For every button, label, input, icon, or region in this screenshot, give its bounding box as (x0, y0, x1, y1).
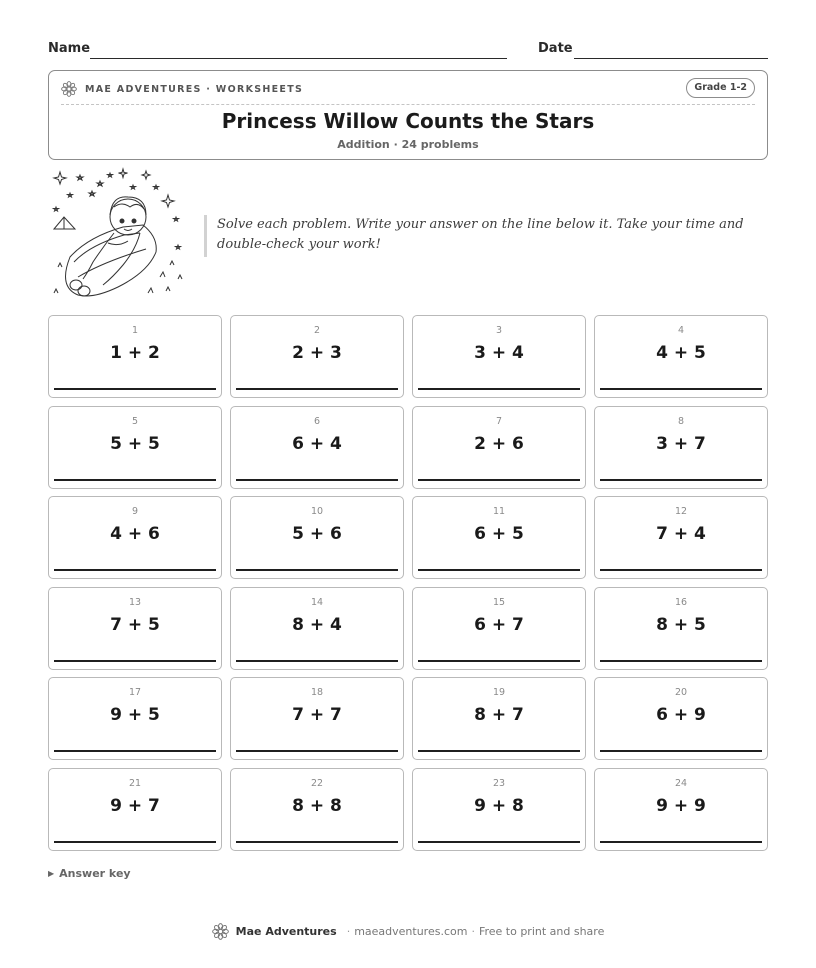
answer-line[interactable] (54, 479, 216, 481)
problem-number: 6 (313, 415, 321, 427)
problem-expression: 6 + 9 (656, 705, 706, 726)
problem-expression: 8 + 4 (292, 614, 342, 635)
problem-number: 18 (310, 687, 324, 699)
worksheet-header (48, 70, 768, 160)
answer-line[interactable] (54, 569, 216, 571)
problem-card (594, 496, 768, 579)
answer-line[interactable] (236, 660, 398, 662)
problem-expression: 9 + 9 (656, 796, 706, 816)
flower-icon (61, 81, 77, 97)
problem-card (230, 587, 404, 670)
problem-expression: 8 + 7 (474, 705, 524, 726)
problem-expression: 7 + 5 (110, 614, 160, 635)
problem-expression: 6 + 7 (474, 614, 524, 635)
problem-card (412, 587, 586, 670)
problem-number: 14 (310, 596, 324, 608)
problem-card (412, 496, 586, 579)
problem-expression: 5 + 6 (292, 524, 342, 545)
problem-card (48, 315, 222, 398)
problem-expression: 8 + 8 (292, 796, 342, 816)
problem-number: 17 (128, 687, 142, 699)
name-field[interactable] (90, 58, 507, 59)
date-label: Date (538, 41, 573, 56)
problem-number: 8 (677, 415, 685, 427)
problem-card (412, 406, 586, 489)
brand-text: MAE ADVENTURES · WORKSHEETS (85, 83, 304, 95)
girl-stargazing-illustration (48, 167, 188, 305)
problem-expression: 4 + 6 (110, 524, 160, 545)
problem-number: 13 (128, 596, 142, 608)
name-label: Name (48, 41, 91, 56)
answer-line[interactable] (54, 388, 216, 390)
answer-line[interactable] (236, 841, 398, 843)
problem-card (230, 496, 404, 579)
problem-number: 4 (677, 325, 685, 336)
footer-separator: · (471, 924, 475, 938)
triangle-right-icon: ▶ (48, 869, 55, 878)
problem-card (594, 768, 768, 851)
name-date-row (48, 41, 768, 61)
problem-expression: 2 + 6 (474, 433, 524, 454)
problem-number: 24 (674, 778, 688, 789)
brand (61, 81, 303, 97)
problem-expression: 7 + 7 (292, 705, 342, 726)
problem-number: 21 (128, 778, 142, 789)
problem-number: 22 (310, 778, 324, 789)
problem-number: 9 (131, 506, 139, 518)
answer-line[interactable] (236, 569, 398, 571)
date-field[interactable] (574, 58, 768, 59)
answer-line[interactable] (418, 660, 580, 662)
footer-separator: · (346, 924, 351, 938)
problem-expression: 2 + 3 (292, 343, 342, 363)
problem-number: 19 (492, 687, 506, 699)
problem-expression: 9 + 5 (110, 705, 160, 726)
problem-card (412, 677, 586, 760)
problem-number: 15 (492, 596, 506, 608)
problem-expression: 1 + 2 (110, 343, 160, 363)
problem-expression: 3 + 4 (474, 343, 524, 363)
answer-line[interactable] (600, 388, 762, 390)
problem-number: 1 (131, 325, 139, 336)
problem-expression: 9 + 7 (110, 796, 160, 816)
problem-card (48, 496, 222, 579)
problem-expression: 6 + 4 (292, 433, 342, 454)
problem-card (594, 406, 768, 489)
answer-line[interactable] (418, 479, 580, 481)
answer-line[interactable] (600, 841, 762, 843)
problem-number: 23 (492, 778, 506, 789)
answer-line[interactable] (418, 388, 580, 390)
answer-line[interactable] (54, 750, 216, 752)
answer-line[interactable] (236, 479, 398, 481)
problem-card (48, 587, 222, 670)
problem-number: 3 (495, 325, 503, 336)
answer-key-label: Answer key (59, 867, 131, 880)
problem-card (594, 315, 768, 398)
instructions (204, 215, 768, 257)
problem-expression: 5 + 5 (110, 433, 160, 454)
problem-card (230, 677, 404, 760)
problem-card (594, 677, 768, 760)
problem-card (412, 768, 586, 851)
worksheet-subtitle: Addition · 24 problems (337, 138, 479, 151)
footer-site-link[interactable]: maeadventures.com (354, 924, 468, 938)
answer-line[interactable] (54, 660, 216, 662)
problem-number: 12 (674, 506, 688, 518)
worksheet-title: Princess Willow Counts the Stars (221, 109, 595, 133)
answer-line[interactable] (236, 388, 398, 390)
flower-icon (212, 923, 229, 940)
problem-card (48, 768, 222, 851)
problem-expression: 6 + 5 (474, 524, 524, 545)
problem-card (230, 406, 404, 489)
problem-expression: 9 + 8 (474, 796, 524, 816)
problem-card (412, 315, 586, 398)
problem-card (230, 315, 404, 398)
answer-line[interactable] (418, 569, 580, 571)
problem-number: 7 (495, 415, 503, 427)
grade-badge: Grade 1-2 (686, 78, 755, 98)
answer-key-toggle[interactable] (48, 867, 131, 880)
problem-card (48, 677, 222, 760)
problem-number: 2 (313, 325, 321, 336)
answer-line[interactable] (600, 660, 762, 662)
footer-brand: Mae Adventures (235, 924, 337, 938)
answer-line[interactable] (600, 569, 762, 571)
problem-card (230, 768, 404, 851)
answer-line[interactable] (600, 750, 762, 752)
problem-number: 16 (674, 596, 688, 608)
problem-number: 5 (131, 415, 139, 427)
footer (0, 921, 816, 941)
problem-expression: 7 + 4 (656, 524, 706, 545)
answer-line[interactable] (600, 479, 762, 481)
answer-line[interactable] (418, 841, 580, 843)
problem-expression: 4 + 5 (656, 343, 706, 363)
problem-expression: 3 + 7 (656, 433, 706, 454)
problem-card (48, 406, 222, 489)
problem-number: 11 (492, 506, 506, 518)
answer-line[interactable] (54, 841, 216, 843)
answer-line[interactable] (418, 750, 580, 752)
footer-note: Free to print and share (478, 924, 605, 938)
problem-card (594, 587, 768, 670)
problem-number: 20 (674, 687, 688, 699)
problem-number: 10 (310, 506, 324, 518)
instructions-text: Solve each problem. Write your answer on the line below it. Take your time and double-check your work! (217, 217, 744, 252)
answer-line[interactable] (236, 750, 398, 752)
problem-expression: 8 + 5 (656, 614, 706, 635)
header-divider (61, 104, 755, 105)
